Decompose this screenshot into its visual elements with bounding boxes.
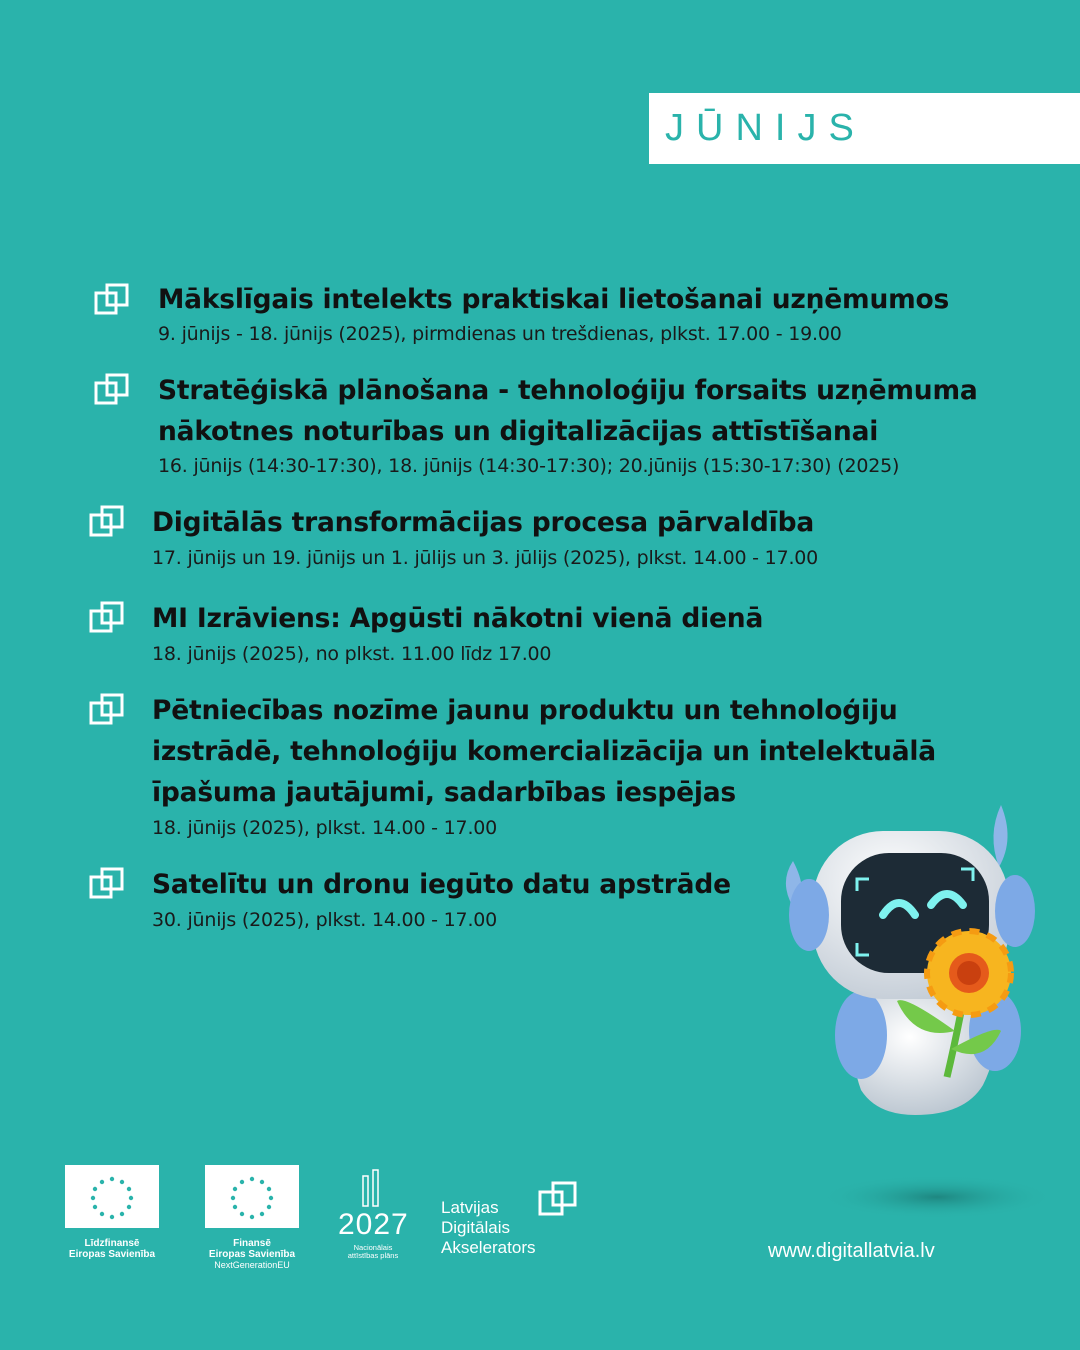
logo-caption: attīstības plāns bbox=[347, 1251, 399, 1260]
event-title: Satelītu un dronu iegūto datu apstrāde bbox=[152, 869, 731, 900]
robot-holding-sunflower-icon bbox=[765, 795, 1065, 1230]
event-title: Mākslīgais intelekts praktiskai lietošanai uzņēmumos bbox=[158, 284, 950, 315]
event-title: Stratēģiskā plānošana - tehnoloģiju forsaits uzņēmuma bbox=[158, 375, 978, 406]
event-title: Pētniecības nozīme jaunu produktu un tehnoloģiju bbox=[152, 695, 898, 726]
event-title: Digitālās transformācijas procesa pārvaldība bbox=[152, 507, 815, 538]
overlapping-squares-icon bbox=[89, 692, 127, 730]
event-date: 18. jūnijs (2025), plkst. 14.00 - 17.00 bbox=[152, 817, 498, 839]
overlapping-squares-icon bbox=[89, 504, 127, 542]
overlapping-squares-icon bbox=[538, 1180, 580, 1220]
event-title: MI Izrāviens: Apgūsti nākotni vienā dienā bbox=[152, 603, 764, 634]
logo-caption: Digitālais bbox=[441, 1218, 510, 1237]
event-title: izstrādē, tehnoloģiju komercializācija un intelektuālā bbox=[152, 736, 936, 767]
logo-caption: Akselerators bbox=[441, 1238, 536, 1257]
logo-caption: Nacionālais bbox=[353, 1243, 393, 1252]
event-date: 16. jūnijs (14:30-17:30), 18. jūnijs (14:30-17:30); 20.jūnijs (15:30-17:30) (2025) bbox=[158, 455, 900, 477]
event-date: 9. jūnijs - 18. jūnijs (2025), pirmdienas un trešdienas, plkst. 17.00 - 19.00 bbox=[158, 323, 842, 345]
overlapping-squares-icon bbox=[89, 600, 127, 638]
event-title: īpašuma jautājumi, sadarbības iespējas bbox=[152, 777, 737, 808]
event-date: 17. jūnijs un 19. jūnijs un 1. jūlijs un 3. jūlijs (2025), plkst. 14.00 - 17.00 bbox=[152, 547, 819, 569]
event-date: 30. jūnijs (2025), plkst. 14.00 - 17.00 bbox=[152, 909, 498, 931]
nap-year: 2027 bbox=[338, 1208, 409, 1241]
logo-caption: Līdzfinansē bbox=[84, 1238, 140, 1249]
website-url: www.digitallatvia.lv bbox=[768, 1240, 935, 1262]
logo-caption: Latvijas bbox=[441, 1198, 499, 1217]
overlapping-squares-icon bbox=[94, 372, 132, 410]
month-label: JŪNIJS bbox=[665, 107, 866, 149]
overlapping-squares-icon bbox=[94, 282, 132, 320]
event-date: 18. jūnijs (2025), no plkst. 11.00 līdz 17.00 bbox=[152, 643, 552, 665]
nap-bars-icon bbox=[361, 1168, 385, 1208]
logo-caption: Eiropas Savienība bbox=[208, 1249, 296, 1260]
overlapping-squares-icon bbox=[89, 866, 127, 904]
logo-caption: Finansē bbox=[233, 1238, 271, 1249]
eu-flag-icon bbox=[205, 1165, 299, 1228]
eu-flag-icon bbox=[65, 1165, 159, 1228]
month-banner bbox=[649, 93, 1080, 164]
event-title: nākotnes noturības un digitalizācijas attīstīšanai bbox=[158, 416, 879, 447]
logo-caption: NextGenerationEU bbox=[214, 1260, 290, 1270]
logo-caption: Eiropas Savienība bbox=[68, 1249, 156, 1260]
